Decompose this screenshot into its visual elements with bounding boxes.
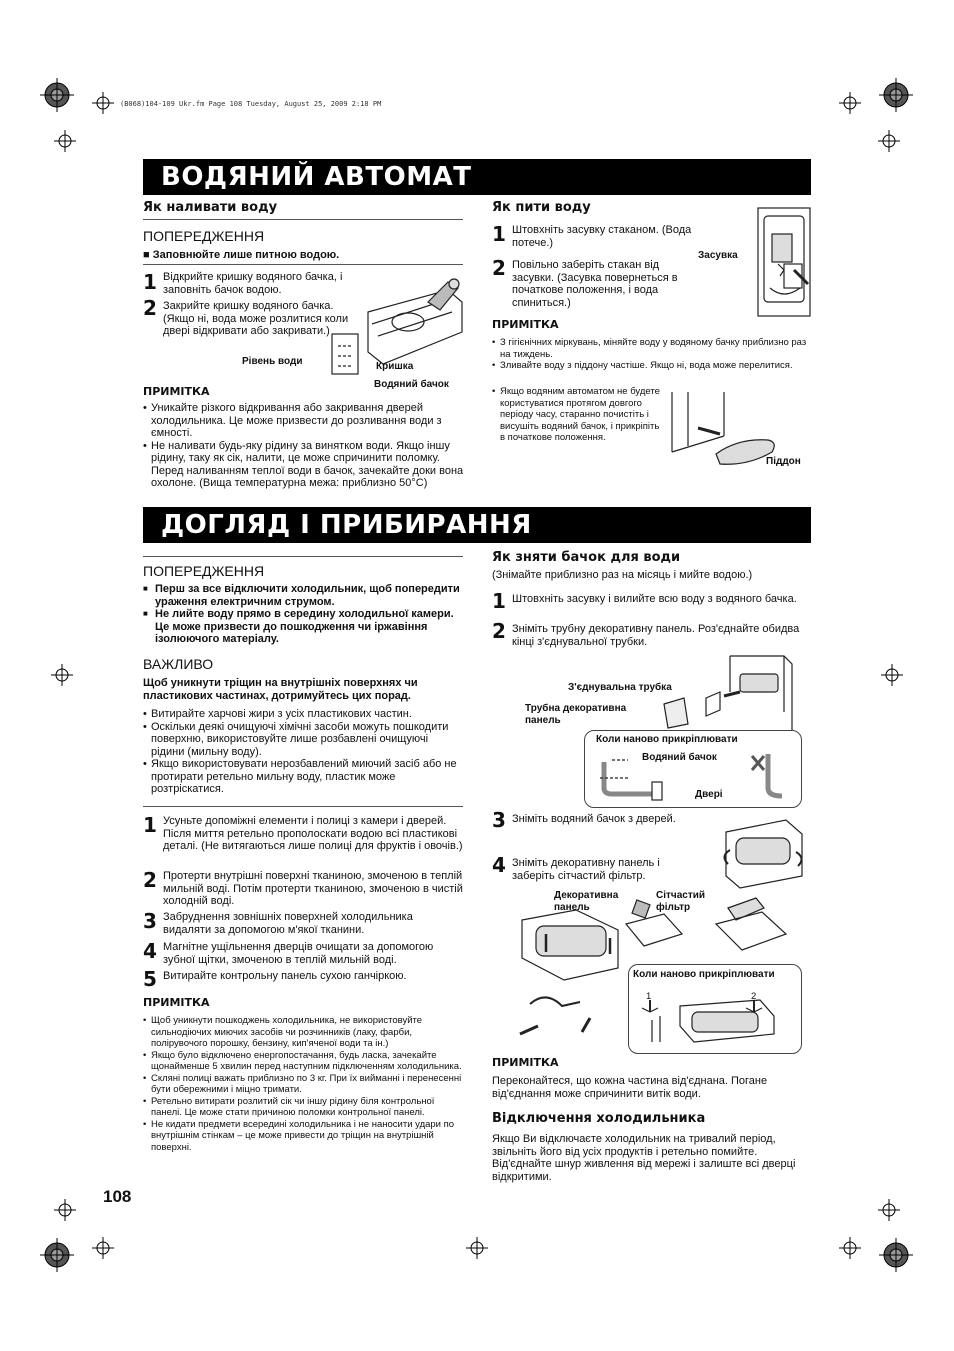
file-header: (B068)104-109 Ukr.fm Page 108 Tuesday, August 25, 2009 2:18 PM — [120, 100, 382, 108]
note-item: • Ретельно витирати розлитий сік чи іншу рідину біля контрольної панелі. Це може стати причиною поломки контрольної панелі. — [143, 1096, 463, 1119]
step-number: 1 — [492, 589, 506, 613]
reattach-label-2: Коли наново прикріплювати — [633, 969, 775, 980]
divider — [143, 264, 463, 265]
note-item: • Не кидати предмети всередині холодильника і не наносити удари по внутрішнім стінкам – це може привести до тріщин на внутрішній поверхні. — [143, 1119, 463, 1154]
care-step-5: Витирайте контрольну панель сухою ганчіркою. — [163, 970, 407, 982]
drink-heading: Як пити воду — [492, 200, 591, 215]
water-tank-label: Водяний бачок — [642, 752, 717, 763]
step-number: 1 — [143, 813, 157, 837]
fill-warning-title: ПОПЕРЕДЖЕННЯ — [143, 228, 265, 244]
note-item: • Якщо було відключено енергопостачання, будь ласка, зачекайте щонайменше 5 хвилин перед наступним підключенням холодильника. — [143, 1050, 463, 1073]
disconnect-heading: Відключення холодильника — [492, 1111, 706, 1126]
remove-note-title: ПРИМІТКА — [492, 1056, 559, 1069]
remove-tank-illustration — [716, 816, 808, 890]
care-note-title: ПРИМІТКА — [143, 996, 210, 1009]
step-number: 4 — [143, 939, 157, 963]
connecting-tube-label: З'єднувальна трубка — [568, 682, 672, 693]
note-item: • Не наливати будь-яку рідину за винятком води. Якщо іншу рідину, таку як сік, налити, це може спричинити поломку. Перед наливанням теплої води в бачок, зачекайте доки вона охолоне. (Вища температурна межа: приблизно 50°C) — [143, 440, 465, 490]
remove-tank-subtitle: (Знімайте приблизно раз на місяць і мийте водою.) — [492, 569, 753, 581]
care-step-1: Усуньте допоміжні елементи і полиці з камери і дверей. Після миття ретельно прополоскати водою всі пластикові деталі. (Не витягаються лише полиці для фруктів і овочів.) — [163, 815, 463, 852]
important-item: • Якщо використовувати нерозбавлений миючий засіб або не протирати ретельно мильну воду, пластик може розтріскатися. — [143, 758, 463, 796]
step-number: 2 — [492, 619, 506, 643]
reattach-label: Коли наново прикріплювати — [596, 734, 738, 745]
reattach-step-1: 1 — [646, 991, 652, 1002]
remove-step-1: Штовхніть засувку і вилийте всю воду з водяного бачка. — [512, 593, 797, 605]
remove-note-text: Переконайтеся, що кожна частина від'єднана. Погане від'єднання може спричинити витік води. — [492, 1075, 768, 1100]
drink-notes — [492, 337, 807, 372]
step-number: 2 — [143, 296, 157, 320]
lid-label: Кришка — [376, 361, 414, 372]
step-number: 3 — [143, 909, 157, 933]
fill-step-2: Закрийте кришку водяного бачка. (Якщо ні, вода може розлитися коли двері відкривати або закривати.) — [163, 300, 349, 337]
fill-notes — [143, 402, 465, 490]
drink-notes-cont — [492, 386, 660, 444]
reattach-diagram-2 — [640, 986, 796, 1048]
note-item: • З гігієнічних міркувань, міняйте воду у водяному бачку приблизно раз на тиждень. — [492, 337, 807, 360]
divider — [143, 556, 463, 557]
disconnect-text: Якщо Ви відключаєте холодильник на тривалий період, звільніть його від усіх продуктів і ретельно помийте. Від'єднайте шнур живлення від мережі і залиште всі дверці відкритими. — [492, 1133, 796, 1183]
important-intro: Щоб уникнути тріщин на внутрішніх поверхнях чи пластикових частинах, дотримуйтесь цих порад. — [143, 677, 418, 702]
note-item: • Зливайте воду з піддону частіше. Якщо ні, вода може перелитися. — [492, 360, 807, 372]
step-number: 3 — [492, 808, 506, 832]
important-title: ВАЖЛИВО — [143, 656, 214, 672]
step-number: 2 — [492, 256, 506, 280]
fill-warning-item: ■ Заповнюйте лише питною водою. — [143, 249, 340, 261]
note-item: • Якщо водяним автоматом не будете користуватися протягом довгого періоду часу, старанно почистіть і висушіть водяний бачок, і прикріпіть в початкове положення. — [492, 386, 660, 444]
care-step-2: Протерти внутрішні поверхні тканиною, змоченою в теплій мильній воді. Потім протерти тканиною, змоченою в чистій холодній воді. — [163, 870, 463, 907]
dispenser-illustration — [754, 204, 814, 318]
note-item: • Скляні полиці важать приблизно по 3 кг. При їх вийманні і перенесенні бути обережними і міцно тримати. — [143, 1073, 463, 1096]
door-label: Двері — [695, 789, 723, 800]
decor-panel-label: Декоративна панель — [554, 890, 619, 913]
fill-step-1: Відкрийте кришку водяного бачка, і заповніть бачок водою. — [163, 271, 343, 296]
mesh-filter-label: Сітчастий фільтр — [656, 890, 706, 913]
section-title-care-cleaning: ДОГЛЯД І ПРИБИРАННЯ — [143, 507, 811, 543]
tube-panel-illustration — [660, 652, 800, 734]
care-warnings — [143, 583, 463, 646]
tank-label: Водяний бачок — [374, 379, 449, 390]
divider — [143, 219, 463, 220]
step-number: 1 — [143, 270, 157, 294]
step-number: 1 — [492, 222, 506, 246]
remove-step-3: Зніміть водяний бачок з дверей. — [512, 813, 676, 825]
tray-label: Піддон — [766, 456, 801, 467]
care-step-3: Забруднення зовнішніх поверхней холодильника видаляти за допомогою м'якої тканини. — [163, 911, 413, 936]
divider — [143, 806, 463, 807]
step-number: 2 — [143, 868, 157, 892]
care-warning-title: ПОПЕРЕДЖЕННЯ — [143, 563, 265, 579]
page-number: 108 — [103, 1187, 132, 1206]
fill-heading: Як наливати воду — [143, 200, 278, 215]
step-number: 4 — [492, 853, 506, 877]
important-item: • Оскільки деякі очищуючі хімічні засоби можуть пошкодити поверхню, використовуйте лише розбавлені очищуючі рідини (мильну воду). — [143, 721, 463, 759]
section-title-water-dispenser: ВОДЯНИЙ АВТОМАТ — [143, 159, 811, 195]
note-item: • Щоб уникнути пошкоджень холодильника, не використовуйте сильнодіючих миючих засобів чи розчинників (лаку, фарби, полірувочого порошку, бензину, кип'яченої води та ін.) — [143, 1015, 463, 1050]
important-item: • Витирайте харчові жири з усіх пластикових частин. — [143, 708, 463, 721]
remove-tank-heading: Як зняти бачок для води — [492, 550, 681, 565]
drink-step-2: Повільно заберіть стакан від засувки. (Засувка повернеться в початкове положення, і вода спиниться.) — [512, 259, 678, 309]
water-level-label: Рівень води — [242, 356, 303, 367]
remove-step-2: Зніміть трубну декоративну панель. Роз'єднайте обидва кінці з'єднувальної трубки. — [512, 623, 800, 648]
warning-item: ■ Не лийте воду прямо в середину холодильної камери. Це може призвести до пошкодження чи іржавіння ізолюючого матеріалу. — [143, 608, 463, 646]
latch-label: Засувка — [698, 250, 738, 261]
remove-step-4: Зніміть декоративну панель і заберіть сітчастий фільтр. — [512, 857, 660, 882]
reattach-step-2: 2 — [751, 991, 757, 1002]
step-number: 5 — [143, 967, 157, 991]
drink-note-title: ПРИМІТКА — [492, 318, 559, 331]
note-item: • Уникайте різкого відкривання або закривання дверей холодильника. Це може призвести до розливання води з ємності. — [143, 402, 465, 440]
care-step-4: Магнітне ущільнення дверців очищати за допомогою зубної щітки, змоченою в теплій мильній воді. — [163, 941, 434, 966]
warning-item: ■ Перш за все відключити холодильник, щоб попередити ураження електричним струмом. — [143, 583, 463, 608]
drink-step-1: Штовхніть засувку стаканом. (Вода потече.) — [512, 224, 692, 249]
important-items — [143, 708, 463, 796]
care-notes — [143, 1015, 463, 1153]
fill-note-title: ПРИМІТКА — [143, 385, 210, 398]
tube-panel-label: Трубна декоративна панель — [525, 703, 627, 726]
